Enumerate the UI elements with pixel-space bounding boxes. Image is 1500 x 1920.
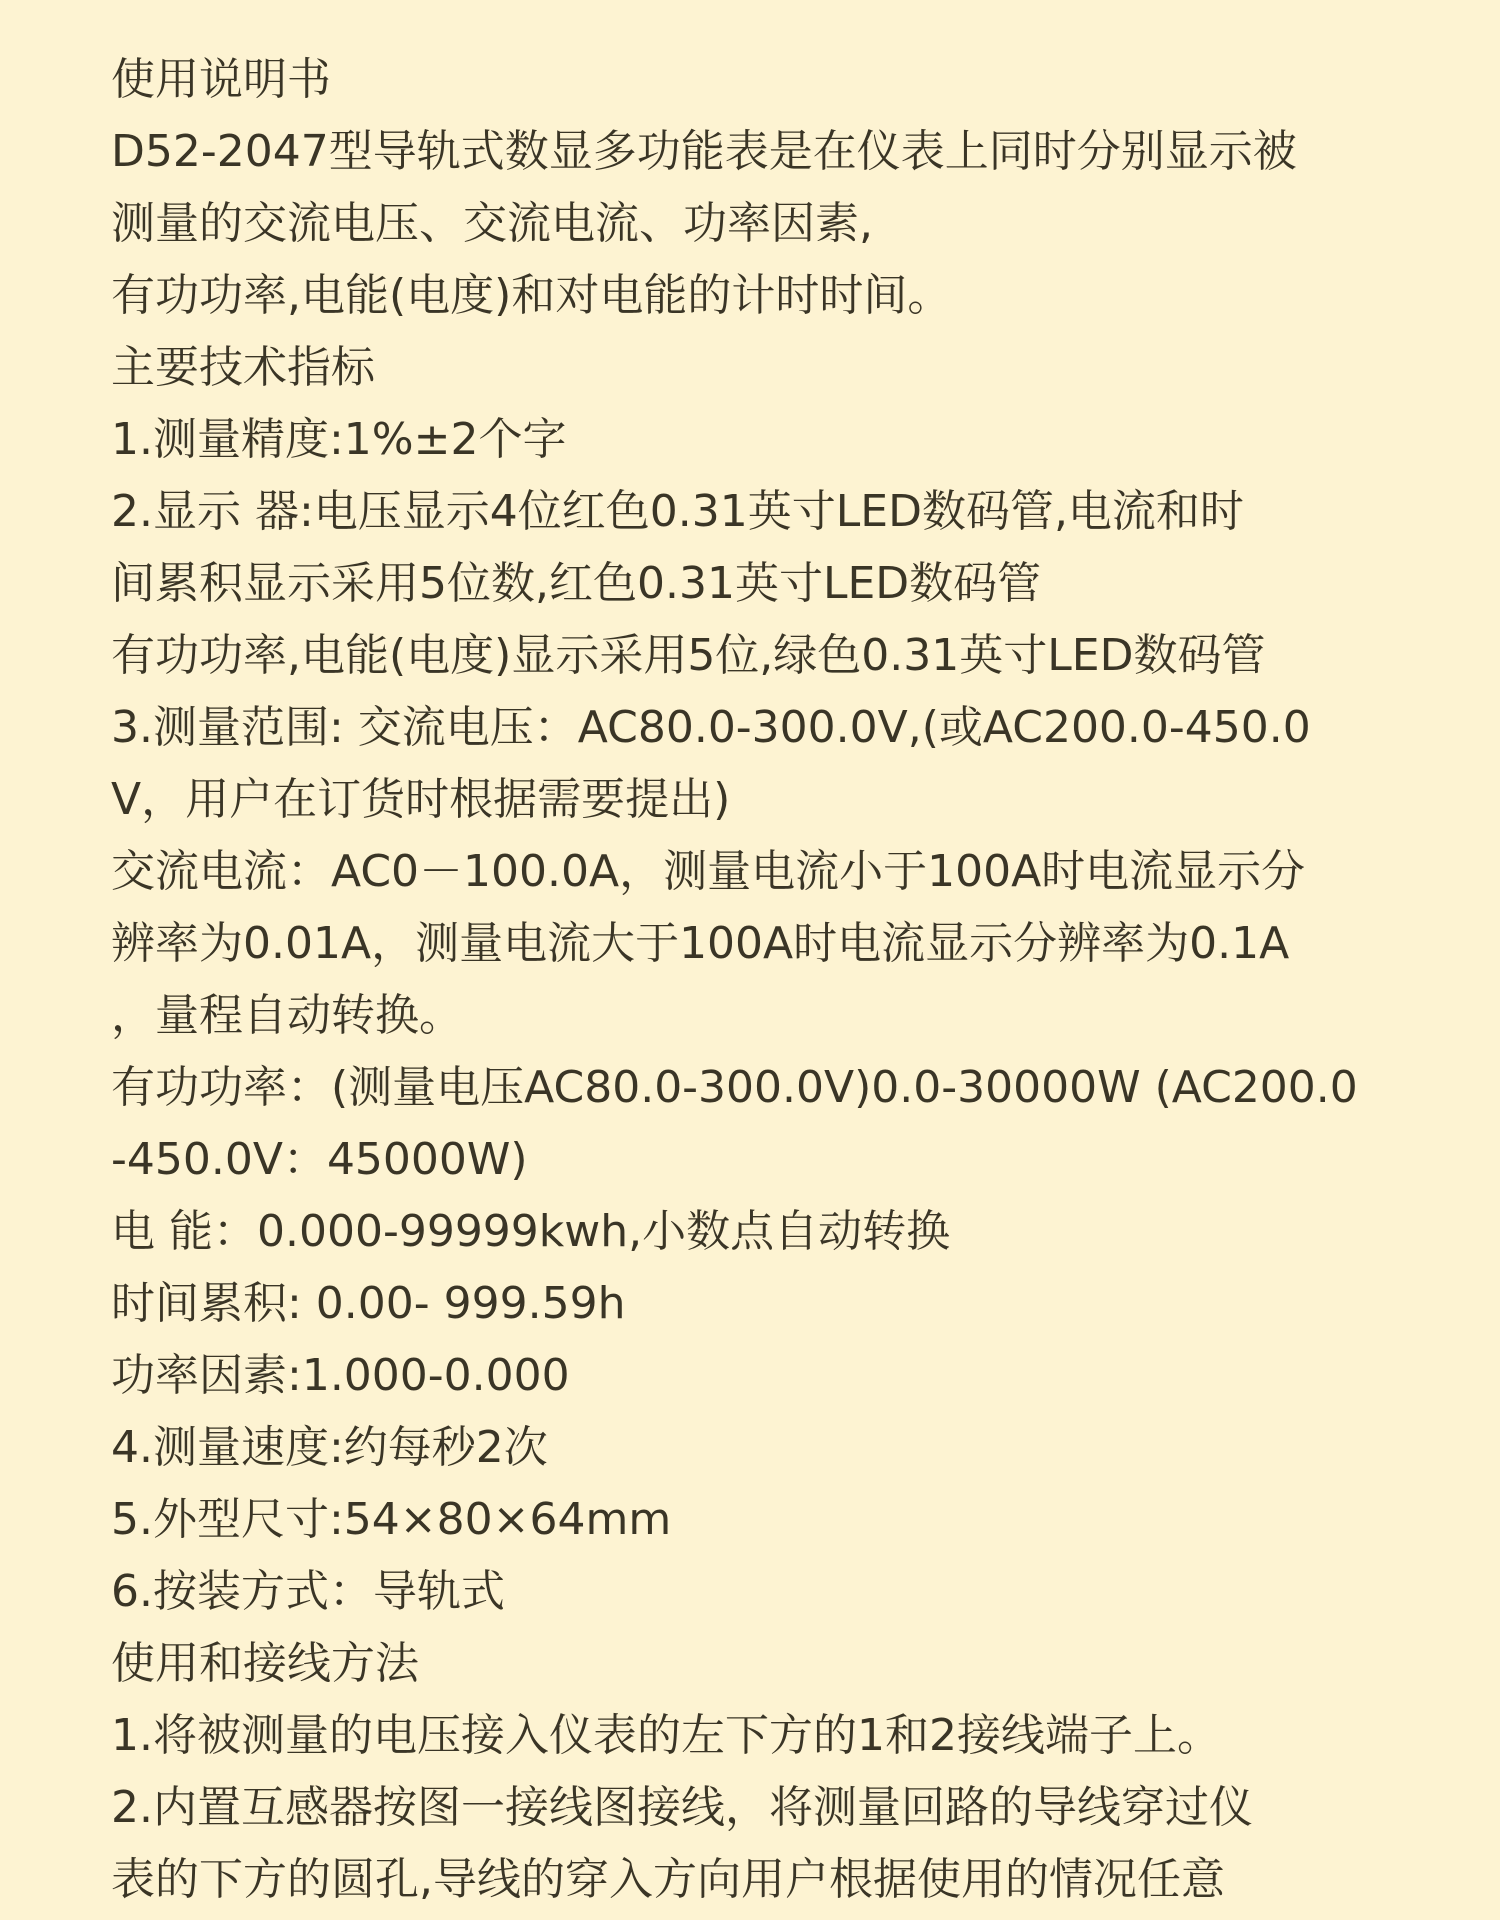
- spec-current-1: 交流电流：AC0－100.0A，测量电流小于100A时电流显示分: [111, 846, 1306, 897]
- spec-power-factor: 功率因素:1.000-0.000: [111, 1350, 570, 1401]
- usage-step-1: 1.将被测量的电压接入仪表的左下方的1和2接线端子上。: [111, 1710, 1221, 1761]
- spec-power-1: 有功功率：(测量电压AC80.0-300.0V)0.0-30000W (AC200.0: [111, 1062, 1358, 1113]
- spec-dimensions: 5.外型尺寸:54×80×64mm: [111, 1494, 672, 1545]
- intro-line-1: D52-2047型导轨式数显多功能表是在仪表上同时分别显示被: [111, 126, 1297, 177]
- spec-range-1: 3.测量范围: 交流电压：AC80.0-300.0V,(或AC200.0-450.0: [111, 702, 1311, 753]
- spec-display-2: 间累积显示采用5位数,红色0.31英寸LED数码管: [111, 558, 1042, 609]
- spec-display-1: 2.显示 器:电压显示4位红色0.31英寸LED数码管,电流和时: [111, 486, 1244, 537]
- spec-energy: 电 能：0.000-99999kwh,小数点自动转换: [111, 1206, 951, 1257]
- intro-line-2: 测量的交流电压、交流电流、功率因素,: [111, 198, 873, 249]
- usage-step-2-line-1: 2.内置互感器按图一接线图接线，将测量回路的导线穿过仪: [111, 1782, 1253, 1833]
- spec-current-2: 辨率为0.01A，测量电流大于100A时电流显示分辨率为0.1A: [111, 918, 1290, 969]
- spec-power-2: -450.0V：45000W): [111, 1134, 528, 1185]
- spec-display-3: 有功功率,电能(电度)显示采用5位,绿色0.31英寸LED数码管: [111, 630, 1266, 681]
- intro-line-3: 有功功率,电能(电度)和对电能的计时时间。: [111, 270, 952, 321]
- usage-heading: 使用和接线方法: [111, 1638, 419, 1689]
- spec-range-2: V，用户在订货时根据需要提出): [111, 774, 731, 825]
- usage-step-2-line-2: 表的下方的圆孔,导线的穿入方向用户根据使用的情况任意: [111, 1854, 1225, 1905]
- spec-time: 时间累积: 0.00- 999.59h: [111, 1278, 626, 1329]
- manual-title: 使用说明书: [111, 54, 331, 105]
- specs-heading: 主要技术指标: [111, 342, 375, 393]
- spec-speed: 4.测量速度:约每秒2次: [111, 1422, 548, 1473]
- spec-current-3: ，量程自动转换。: [111, 990, 463, 1041]
- spec-mounting: 6.按装方式：导轨式: [111, 1566, 505, 1617]
- spec-accuracy: 1.测量精度:1%±2个字: [111, 414, 567, 465]
